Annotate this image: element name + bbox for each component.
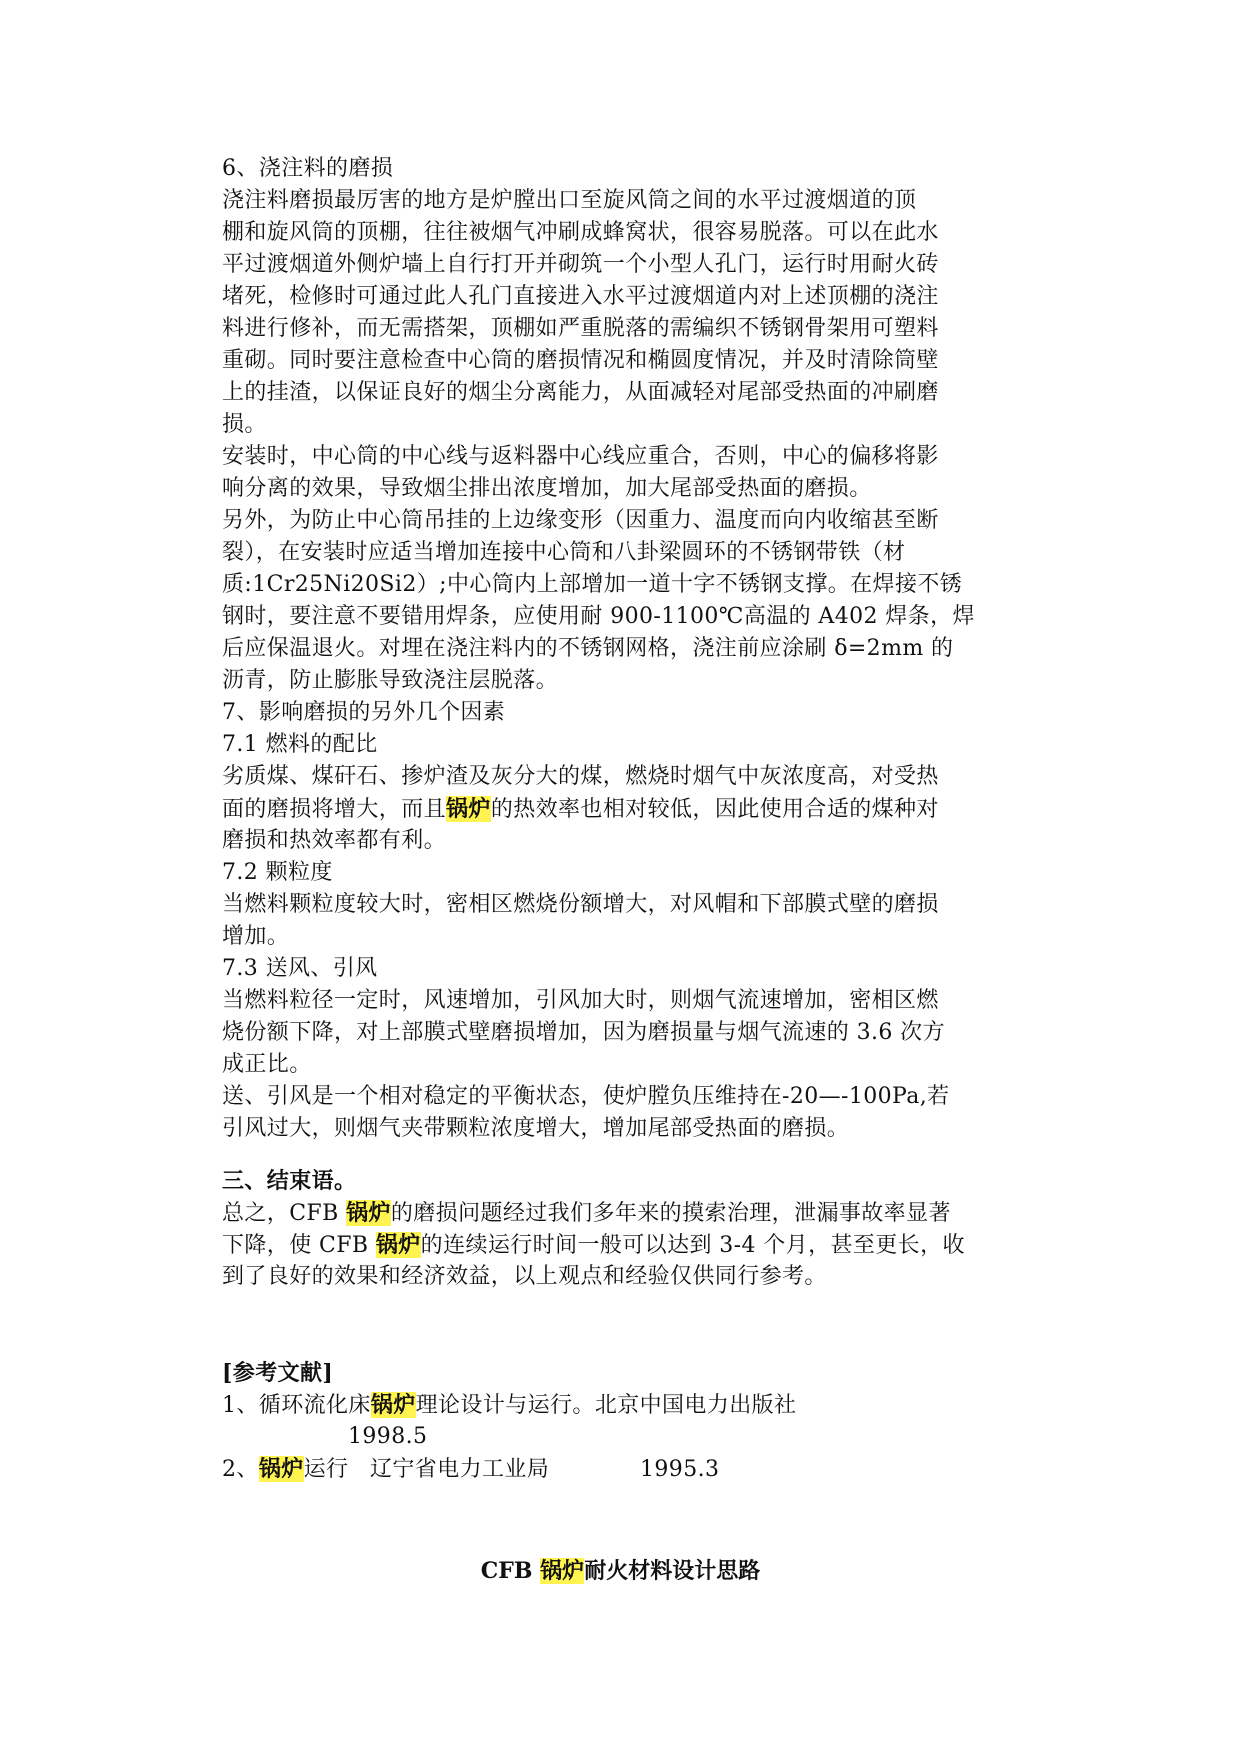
text-line: 送、引风是一个相对稳定的平衡状态，使炉膛负压维持在-20—-100Pa,若 <box>222 1084 950 1109</box>
text-segment: 的热效率也相对较低，因此使用合适的煤种对 <box>490 797 939 822</box>
text-line <box>222 793 1034 825</box>
text-line: 当燃料颗粒度较大时，密相区燃烧份额增大，对风帽和下部膜式壁的磨损 <box>222 892 939 917</box>
reference-item <box>222 1453 1034 1485</box>
text-line: 增加。 <box>222 924 290 949</box>
section-6-paragraph-1 <box>222 185 1034 441</box>
text-line: 料进行修补，而无需搭架，顶棚如严重脱落的需编织不锈钢骨架用可塑料 <box>222 316 939 341</box>
next-section-title <box>0 1555 1241 1587</box>
text-line: 平过渡烟道外侧炉墙上自行打开并砌筑一个小型人孔门，运行时用耐火砖 <box>222 252 939 277</box>
text-line: 当燃料粒径一定时，风速增加，引风加大时，则烟气流速增加，密相区燃 <box>222 988 939 1013</box>
keyword-highlight: 锅炉 <box>346 1200 391 1226</box>
text-segment: 2、 <box>222 1457 259 1482</box>
section-7-3-heading: 7.3 送风、引风 <box>222 956 378 981</box>
text-segment: 理论设计与运行。北京中国电力出版社 <box>415 1393 797 1418</box>
text-line: 损。 <box>222 412 267 437</box>
text-segment: 的磨损问题经过我们多年来的摸索治理，泄漏事故率显著 <box>390 1201 951 1226</box>
section-6-paragraph-3 <box>222 505 1034 697</box>
keyword-highlight: 锅炉 <box>375 1232 421 1258</box>
keyword-highlight: 锅炉 <box>258 1456 304 1482</box>
text-line: 质:1Cr25Ni20Si2）;中心筒内上部增加一道十字不锈钢支撑。在焊接不锈 <box>222 572 963 597</box>
text-line: 后应保温退火。对埋在浇注料内的不锈钢网格，浇注前应涂刷 δ=2mm 的 <box>222 636 954 661</box>
text-line: 裂），在安装时应适当增加连接中心筒和八卦梁圆环的不锈钢带铁（材 <box>222 540 906 565</box>
spacer <box>222 1145 1034 1165</box>
text-segment: CFB <box>480 1558 541 1584</box>
text-segment: 耐火材料设计思路 <box>584 1558 761 1584</box>
text-line: 到了良好的效果和经济效益，以上观点和经验仅供同行参考。 <box>222 1264 827 1289</box>
text-line: 棚和旋风筒的顶棚，往往被烟气冲刷成蜂窝状，很容易脱落。可以在此水 <box>222 220 939 245</box>
text-line: 沥青，防止膨胀导致浇注层脱落。 <box>222 668 559 693</box>
section-6-heading: 6、浇注料的磨损 <box>222 156 394 181</box>
section-7-2-heading: 7.2 颗粒度 <box>222 860 333 885</box>
text-line: 响分离的效果，导致烟尘排出浓度增加，加大尾部受热面的磨损。 <box>222 476 872 501</box>
reference-year: 1998.5 <box>348 1424 428 1449</box>
text-line: 磨损和热效率都有利。 <box>222 828 447 853</box>
keyword-highlight: 锅炉 <box>540 1558 585 1584</box>
text-segment: 面的磨损将增大，而且 <box>222 797 447 822</box>
section-7-heading: 7、影响磨损的另外几个因素 <box>222 700 506 725</box>
text-segment: 运行 <box>303 1457 349 1482</box>
text-segment: 总之，CFB <box>222 1201 347 1226</box>
spacer <box>222 1293 1034 1357</box>
section-7-1-heading: 7.1 燃料的配比 <box>222 732 378 757</box>
text-line: 浇注料磨损最厉害的地方是炉膛出口至旋风筒之间的水平过渡烟道的顶 <box>222 188 917 213</box>
text-line: 安装时，中心筒的中心线与返料器中心线应重合，否则，中心的偏移将影 <box>222 444 939 469</box>
conclusion-heading: 三、结束语。 <box>222 1168 357 1194</box>
text-line: 引风过大，则烟气夹带颗粒浓度增大，增加尾部受热面的磨损。 <box>222 1116 850 1141</box>
keyword-highlight: 锅炉 <box>446 796 491 822</box>
text-line <box>222 1229 1034 1261</box>
text-line: 钢时，要注意不要错用焊条，应使用耐 900-1100℃高温的 A402 焊条，焊 <box>222 604 975 629</box>
section-6-paragraph-2 <box>222 441 1034 505</box>
text-segment: 的连续运行时间一般可以达到 3-4 个月，甚至更长，收 <box>420 1233 965 1258</box>
text-line: 烧份额下降，对上部膜式壁磨损增加，因为磨损量与烟气流速的 3.6 次方 <box>222 1020 945 1045</box>
reference-year: 1995.3 <box>640 1457 720 1482</box>
text-segment: 1、循环流化床 <box>222 1393 371 1418</box>
references-heading: [参考文献] <box>222 1360 334 1386</box>
text-line: 劣质煤、煤矸石、掺炉渣及灰分大的煤，燃烧时烟气中灰浓度高，对受热 <box>222 764 939 789</box>
keyword-highlight: 锅炉 <box>370 1392 416 1418</box>
text-line: 堵死，检修时可通过此人孔门直接进入水平过渡烟道内对上述顶棚的浇注 <box>222 284 939 309</box>
text-line: 重砌。同时要注意检查中心筒的磨损情况和椭圆度情况，并及时清除筒壁 <box>222 348 939 373</box>
text-segment: 下降，使 CFB <box>222 1233 376 1258</box>
text-line: 成正比。 <box>222 1052 312 1077</box>
text-line: 另外，为防止中心筒吊挂的上边缘变形（因重力、温度而向内收缩甚至断 <box>222 508 939 533</box>
reference-item <box>222 1389 1034 1421</box>
reference-publisher: 辽宁省电力工业局 <box>370 1457 550 1482</box>
text-line: 上的挂渣，以保证良好的烟尘分离能力，从面减轻对尾部受热面的冲刷磨 <box>222 380 939 405</box>
text-line <box>222 1197 1034 1229</box>
document-page <box>222 153 1034 1485</box>
